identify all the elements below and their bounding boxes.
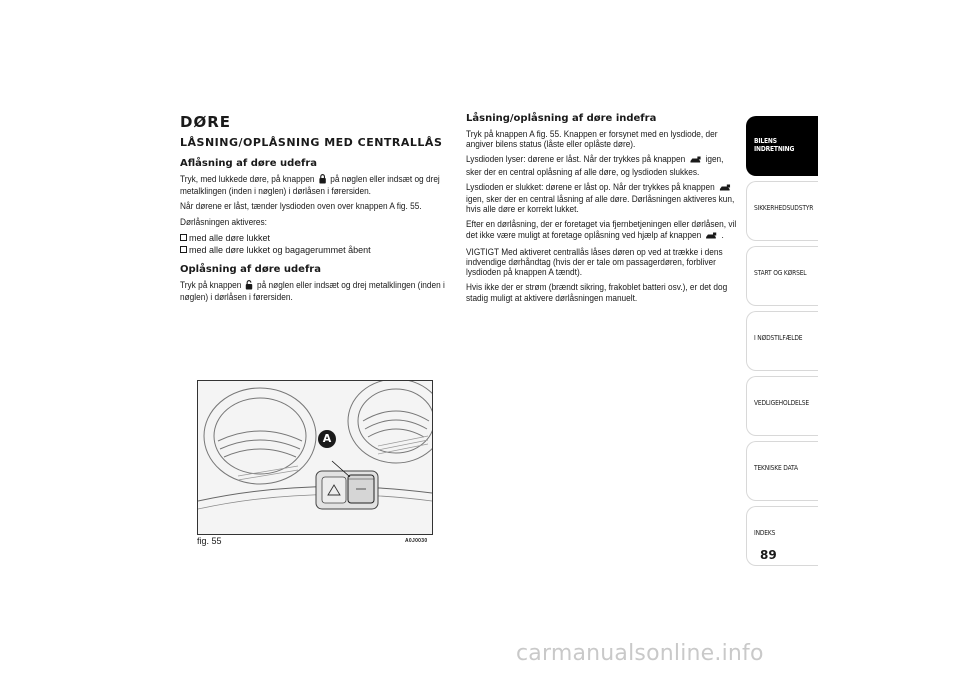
paragraph-led-off [466,182,736,215]
tab-label-line: INDRETNING [754,145,795,153]
text-segment: igen, sker der en central låsning af alle døre. Dørlåsningen aktiveres kun, hvis alle døre er korrekt lukket. [466,194,735,215]
text-segment: . [721,229,724,240]
text-segment: igen, sker der en central oplåsning af alle døre, og lysdioden slukkes. [466,154,724,177]
chapter-title: DØRE [180,113,231,131]
paragraph-important: VIGTIGT Med aktiveret centrallås låses døren op ved at trække i dens indvendige dørhåndtag (hvis der er tale om passagerdøren, forbliver lysdioden på knappen A tændt). [466,246,723,278]
tab-label: VEDLIGEHOLDELSE [754,399,809,407]
page-number: 89 [760,548,777,562]
dashboard-illustration [198,381,432,534]
paragraph-led-on: Når dørene er låst, tænder lysdioden oven over knappen A fig. 55. [180,201,422,212]
paragraph-remote-lock [466,219,736,241]
text-segment: Efter en dørlåsning, der er foretaget via fjernbetjeningen eller dørlåsen, vil det ikke være muligt at foretage oplåsning ved hjælp af knappen [466,219,737,240]
paragraph-unlock-outside [180,280,448,302]
left-column [180,113,450,307]
car-lock-icon [719,184,731,194]
right-column [466,113,738,308]
tab-start-og-korsel[interactable] [746,246,818,306]
watermark: carmanualsonline.info [516,641,764,666]
subheading-unlock-outside: Oplåsning af døre udefra [180,263,321,275]
list-item-text: med alle døre lukket og bagagerummet åbent [189,244,371,255]
callout-letter: A [322,432,332,445]
figure-door-button [197,380,433,535]
checkbox-icon [180,234,187,241]
text-segment: på nøglen eller indsæt og drej metalklingen (inden i nøglen) i dørlåsen i førersiden. [180,174,440,197]
tab-label: I NØDSTILFÆLDE [754,334,803,342]
padlock-icon [319,174,326,186]
section-title: LÅSNING/OPLÅSNING MED CENTRALLÅS [180,136,443,149]
tab-vedligeholdelse[interactable] [746,376,818,436]
list-item [180,232,450,244]
subheading-lock-outside: Aflåsning af døre udefra [180,158,318,169]
paragraph-lock-outside [180,174,448,196]
tab-bilens-indretning[interactable] [746,116,818,176]
tab-i-nodstilfaelde[interactable] [746,311,818,371]
tab-label: SIKKERHEDSUDSTYR [754,204,814,212]
text-segment: på nøglen eller indsæt og drej metalklingen (inden i nøglen) i dørlåsen i førersiden. [180,279,445,303]
callout-marker [318,430,336,448]
paragraph-no-power: Hvis ikke der er strøm (brændt sikring, frakoblet batteri osv.), er det dog stadig muligt at aktivere dørlåsningen manuelt. [466,282,728,303]
list-item [180,244,450,256]
tab-tekniske-data[interactable] [746,441,818,501]
tab-label: START OG KØRSEL [754,269,807,277]
condition-list [180,232,450,256]
padlock-open-icon [246,280,253,292]
car-lock-icon [705,232,717,242]
text-segment: Tryk, med lukkede døre, på knappen [180,174,315,184]
tab-label [754,137,822,153]
subheading-lock-inside: Låsning/oplåsning af døre indefra [466,113,657,124]
car-lock-icon [689,156,701,166]
text-segment: Tryk på knappen [180,279,242,290]
chapter-tabs [746,116,818,571]
text-segment: Lysdioden lyser: dørene er låst. Når der trykkes på knappen [466,154,686,165]
tab-sikkerhedsudstyr[interactable] [746,181,818,241]
paragraph-led-lit [466,154,736,176]
text-segment: Lysdioden er slukket: dørene er låst op. Når der trykkes på knappen [466,181,715,192]
tab-label: INDEKS [754,529,776,537]
tab-label: TEKNISKE DATA [754,464,798,472]
paragraph-activation: Dørlåsningen aktiveres: [180,216,267,227]
checkbox-icon [180,246,187,253]
tab-label-line: BILENS [754,137,777,145]
list-item-text: med alle døre lukket [189,232,271,243]
tab-indeks[interactable] [746,506,818,566]
figure-code: A0J0030 [405,538,428,544]
paragraph-button-led: Tryk på knappen A fig. 55. Knappen er forsynet med en lysdiode, der angiver bilens status (låste eller oplåste døre). [466,129,718,150]
figure-caption: fig. 55 [197,536,222,546]
